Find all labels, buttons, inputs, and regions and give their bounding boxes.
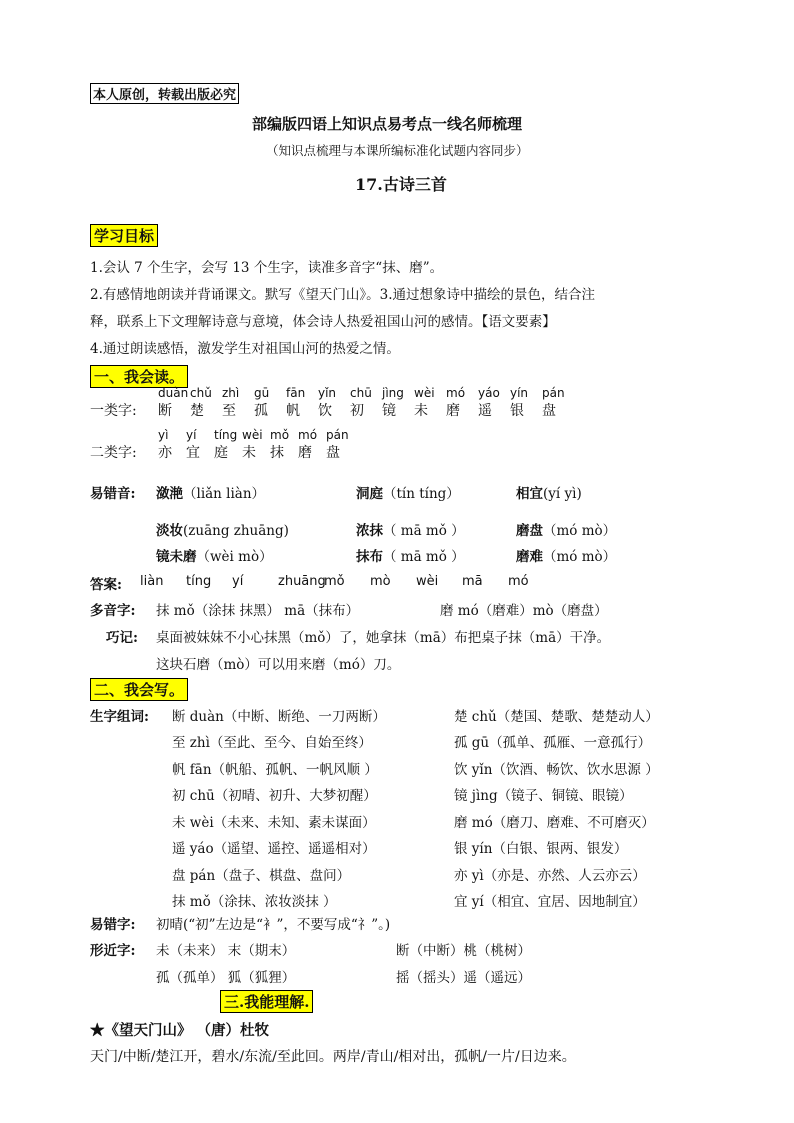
error-word: 淡妆 [156, 523, 183, 539]
poly-item: 抹 mǒ（涂抹 抹黑） mā（抹布） [156, 603, 360, 619]
answer-pinyin: liàn [140, 574, 164, 589]
hanzi-char: 盘 [542, 403, 556, 419]
hanzi-char: 磨 [298, 445, 312, 461]
error-pinyin: (zuāng zhuāng) [183, 523, 289, 539]
hanzi-char: 庭 [214, 445, 228, 461]
goal-line: 4.通过朗读感悟，激发学生对祖国山河的热爱之情。 [90, 341, 400, 357]
error-pinyin: （ mā mǒ ） [383, 549, 465, 565]
poly-item: 磨 mó（磨难）mò（磨盘） [440, 603, 608, 619]
error-pinyin: （ mā mǒ ） [383, 523, 465, 539]
error-word: 洞庭 [356, 486, 383, 502]
answer-pinyin: tíng [186, 574, 212, 589]
lesson-title: 17.古诗三首 [355, 175, 447, 194]
word-group-right: 孤 gū（孤单、孤雁、一意孤行） [454, 735, 652, 751]
error-label: 易错音: [90, 486, 136, 502]
poem-text: 天门/中断/楚江开，碧水/东流/至此回。两岸/青山/相对出，孤帆/一片/日边来。 [90, 1049, 576, 1065]
word-group-right: 楚 chǔ（楚国、楚歌、楚楚动人） [454, 709, 659, 725]
hanzi-char: 亦 [158, 445, 172, 461]
pinyin-syllable: mó [298, 428, 318, 442]
similar-item: 未（未来） 末（期末） [156, 943, 296, 959]
class2-char-row [158, 442, 378, 460]
error-word: 镜未磨 [156, 549, 197, 565]
pinyin-syllable: mó [446, 386, 466, 400]
error-word: 相宜 [516, 486, 543, 502]
hanzi-char: 帆 [286, 403, 300, 419]
word-group-right: 宜 yí（相宜、宜居、因地制宜） [454, 894, 646, 910]
error-item [516, 519, 616, 539]
pinyin-syllable: gū [254, 386, 270, 400]
error-item [156, 519, 289, 539]
error-item [356, 519, 465, 539]
pinyin-syllable: jìng [382, 386, 404, 400]
class2-label: 二类字: [90, 445, 137, 461]
wrong-label: 易错字: [90, 917, 136, 933]
hanzi-char: 盘 [326, 445, 340, 461]
error-word: 浓抹 [356, 523, 383, 539]
error-pinyin: （mó mò） [543, 549, 617, 565]
write-label: 生字组词: [90, 709, 149, 725]
word-group-left: 抹 mǒ（涂抹、浓妆淡抹 ） [172, 894, 337, 910]
pinyin-syllable: chǔ [190, 386, 212, 400]
similar-item: 断（中断）桃（桃树） [396, 943, 531, 959]
class1-label: 一类字: [90, 403, 137, 419]
hanzi-char: 初 [350, 403, 364, 419]
error-word: 磨盘 [516, 523, 543, 539]
word-group-left: 帆 fān（帆船、孤帆、一帆风顺 ） [172, 762, 378, 778]
answer-pinyin: mǒ [324, 574, 345, 589]
error-item [156, 545, 273, 565]
word-group-right: 亦 yì（亦是、亦然、人云亦云） [454, 868, 646, 884]
doc-title: 部编版四语上知识点易考点一线名师梳理 [252, 115, 523, 133]
word-group-left: 遥 yáo（遥望、遥控、遥遥相对） [172, 841, 376, 857]
similar-item: 摇（摇头）遥（遥远） [396, 970, 531, 986]
error-item [516, 482, 582, 502]
pinyin-syllable: duàn [158, 386, 189, 400]
wrong-text: 初晴(“初”左边是“衤”，不要写成“礻”。) [156, 917, 391, 933]
poem-title: ★《望天门山》 （唐）杜牧 [90, 1022, 270, 1039]
goal-line: 2.有感情地朗读并背诵课文。默写《望天门山》。3.通过想象诗中描绘的景色，结合注 [90, 287, 596, 303]
pinyin-syllable: wèi [414, 386, 435, 400]
word-group-right: 镜 jìng（镜子、铜镜、眼镜） [454, 788, 633, 804]
hanzi-char: 镜 [382, 403, 396, 419]
goals-heading: 学习目标 [90, 224, 158, 247]
error-item [356, 482, 460, 502]
understand-heading: 三.我能理解. [220, 990, 313, 1013]
error-pinyin: （liǎn liàn） [183, 486, 266, 502]
read-heading: 一、我会读。 [90, 365, 188, 388]
error-item [156, 482, 265, 502]
goal-line: 释，联系上下文理解诗意与意境，体会诗人热爱祖国山河的感情。【语文要素】 [90, 314, 556, 330]
trick-line: 这块石磨（mò）可以用来磨（mó）刀。 [156, 657, 401, 673]
error-word: 抹布 [356, 549, 383, 565]
poly-label: 多音字: [90, 603, 136, 619]
pinyin-syllable: wèi [242, 428, 263, 442]
word-group-left: 初 chū（初晴、初升、大梦初醒） [172, 788, 377, 804]
pinyin-syllable: zhì [222, 386, 240, 400]
copyright-notice: 本人原创，转载出版必究 [90, 83, 239, 104]
word-group-right: 饮 yǐn（饮酒、畅饮、饮水思源 ） [454, 762, 659, 778]
similar-label: 形近字: [90, 943, 136, 959]
error-pinyin: （tín tíng） [383, 486, 460, 502]
pinyin-syllable: yǐn [318, 386, 337, 400]
error-item [356, 545, 465, 565]
hanzi-char: 磨 [446, 403, 460, 419]
answer-pinyin: mó [508, 574, 529, 589]
pinyin-syllable: pán [542, 386, 565, 400]
word-group-right: 银 yín（白银、银两、银发） [454, 841, 628, 857]
class1-char-row [158, 400, 578, 418]
hanzi-char: 断 [158, 403, 172, 419]
word-group-right: 磨 mó（磨刀、磨难、不可磨灭） [454, 815, 655, 831]
hanzi-char: 抹 [270, 445, 284, 461]
hanzi-char: 银 [510, 403, 524, 419]
answer-pinyin: mā [462, 574, 483, 589]
pinyin-syllable: mǒ [270, 428, 290, 442]
pinyin-syllable: yáo [478, 386, 500, 400]
word-group-left: 未 wèi（未来、未知、素未谋面） [172, 815, 376, 831]
error-word: 潋滟 [156, 486, 183, 502]
word-group-left: 至 zhì（至此、至今、自始至终） [172, 735, 372, 751]
hanzi-char: 孤 [254, 403, 268, 419]
pinyin-syllable: yì [158, 428, 169, 442]
answer-label: 答案: [90, 577, 122, 593]
error-pinyin: (yí yì) [543, 486, 582, 502]
answer-pinyin: zhuāng [278, 574, 326, 589]
answer-pinyin: wèi [416, 574, 439, 589]
write-heading: 二、我会写。 [90, 678, 188, 701]
error-word: 磨难 [516, 549, 543, 565]
hanzi-char: 宜 [186, 445, 200, 461]
hanzi-char: 至 [222, 403, 236, 419]
goal-line: 1.会认 7 个生字，会写 13 个生字，读准多音字“抹、磨”。 [90, 260, 444, 276]
hanzi-char: 遥 [478, 403, 492, 419]
hanzi-char: 未 [242, 445, 256, 461]
answer-pinyin: mò [370, 574, 391, 589]
hanzi-char: 饮 [318, 403, 332, 419]
hanzi-char: 楚 [190, 403, 204, 419]
pinyin-syllable: yí [186, 428, 197, 442]
pinyin-syllable: tíng [214, 428, 238, 442]
error-item [516, 545, 616, 565]
pinyin-syllable: fān [286, 386, 306, 400]
similar-item: 孤（孤单） 狐（狐狸） [156, 970, 296, 986]
error-pinyin: （mó mò） [543, 523, 617, 539]
pinyin-syllable: yín [510, 386, 529, 400]
answer-pinyin: yí [232, 574, 244, 589]
error-pinyin: （wèi mò） [196, 549, 273, 565]
doc-subtitle: （知识点梳理与本课所编标准化试题内容同步） [266, 143, 529, 158]
trick-line: 桌面被妹妹不小心抹黑（mǒ）了，她拿抹（mā）布把桌子抹（mā）干净。 [156, 630, 611, 646]
pinyin-syllable: pán [326, 428, 349, 442]
answer-row [140, 574, 560, 592]
pinyin-syllable: chū [350, 386, 372, 400]
trick-label: 巧记: [106, 630, 138, 646]
hanzi-char: 未 [414, 403, 428, 419]
word-group-left: 断 duàn（中断、断绝、一刀两断） [172, 709, 386, 725]
word-group-left: 盘 pán（盘子、棋盘、盘问） [172, 868, 351, 884]
